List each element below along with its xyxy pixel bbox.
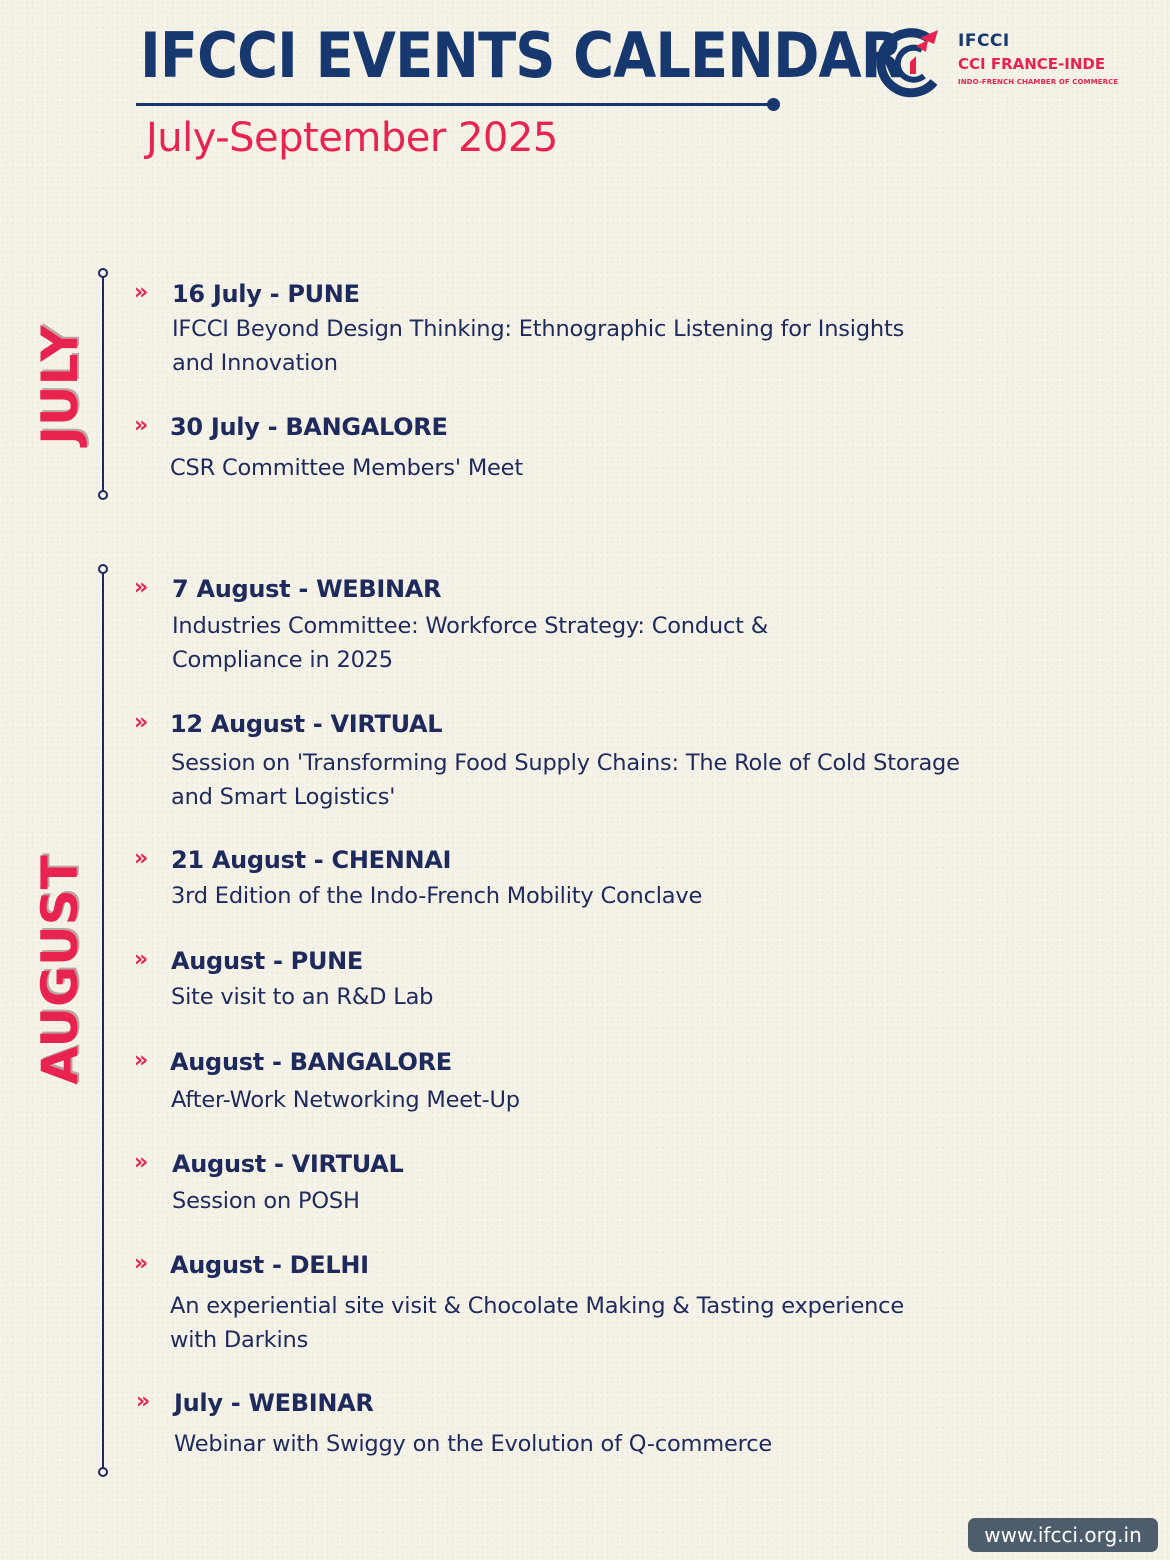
event-description [170, 1289, 904, 1357]
event-description-line: An experiential site visit & Chocolate Making & Tasting experience [170, 1293, 904, 1319]
double-chevron-right-icon: » [134, 1150, 149, 1175]
month-label-august: AUGUST [31, 855, 89, 1085]
website-link[interactable]: www.ifcci.org.in [968, 1518, 1158, 1552]
event-description-line: IFCCI Beyond Design Thinking: Ethnographic Listening for Insights [172, 316, 905, 342]
event-description [172, 1184, 360, 1218]
event-description-line: Session on 'Transforming Food Supply Chains: The Role of Cold Storage [171, 750, 960, 776]
double-chevron-right-icon: » [134, 710, 149, 735]
double-chevron-right-icon: » [134, 947, 149, 972]
double-chevron-right-icon: » [134, 413, 149, 438]
event-description [172, 312, 904, 380]
double-chevron-right-icon: » [136, 1389, 151, 1414]
double-chevron-right-icon: » [134, 280, 149, 305]
july-timeline-start-dot [98, 268, 108, 278]
event-description-line: Site visit to an R&D Lab [171, 984, 434, 1010]
ifcci-logo-icon [876, 26, 948, 102]
event-description-line: Compliance in 2025 [172, 647, 393, 673]
august-timeline-line [102, 568, 104, 1472]
event-description-line: 3rd Edition of the Indo-French Mobility Conclave [171, 883, 703, 909]
event-heading: August - DELHI [170, 1251, 369, 1279]
event-description [171, 1083, 520, 1117]
double-chevron-right-icon: » [134, 575, 149, 600]
august-timeline-end-dot [98, 1467, 108, 1477]
event-heading: July - WEBINAR [174, 1389, 374, 1417]
event-heading: August - PUNE [171, 947, 364, 975]
event-description-line: After-Work Networking Meet-Up [171, 1087, 520, 1113]
event-description [174, 1427, 772, 1461]
event-heading: 21 August - CHENNAI [171, 846, 452, 874]
page-subtitle: July-September 2025 [146, 115, 558, 161]
event-description-line: with Darkins [170, 1327, 309, 1353]
event-description-line: Session on POSH [172, 1188, 360, 1214]
august-timeline-start-dot [98, 564, 108, 574]
event-description-line: and Innovation [172, 350, 338, 376]
event-description-line: and Smart Logistics' [171, 784, 396, 810]
logo-tagline: CCI FRANCE-INDE [958, 55, 1106, 73]
event-heading: 12 August - VIRTUAL [170, 710, 443, 738]
double-chevron-right-icon: » [134, 846, 149, 871]
event-description [171, 879, 702, 913]
event-description [172, 609, 768, 677]
double-chevron-right-icon: » [134, 1048, 149, 1073]
month-label-july: JULY [31, 325, 89, 445]
event-heading: 30 July - BANGALORE [170, 413, 448, 441]
event-description-line: CSR Committee Members' Meet [170, 455, 523, 481]
july-timeline-line [102, 272, 104, 496]
ifcci-logo [876, 26, 1136, 102]
page-title: IFCCI EVENTS CALENDAR [140, 19, 903, 92]
event-heading: August - BANGALORE [170, 1048, 452, 1076]
event-description [171, 746, 960, 814]
logo-name: IFCCI [958, 31, 1010, 51]
event-heading: August - VIRTUAL [172, 1150, 404, 1178]
event-heading: 16 July - PUNE [172, 280, 360, 308]
event-description-line: Industries Committee: Workforce Strategy: Conduct & [172, 613, 769, 639]
title-underline [136, 103, 774, 106]
logo-subtagline: INDO-FRENCH CHAMBER OF COMMERCE [958, 78, 1119, 86]
double-chevron-right-icon: » [134, 1251, 149, 1276]
event-heading: 7 August - WEBINAR [172, 575, 442, 603]
title-underline-dot [767, 98, 780, 111]
event-description [170, 451, 523, 485]
event-description [171, 980, 433, 1014]
july-timeline-end-dot [98, 490, 108, 500]
event-description-line: Webinar with Swiggy on the Evolution of Q-commerce [174, 1431, 773, 1457]
